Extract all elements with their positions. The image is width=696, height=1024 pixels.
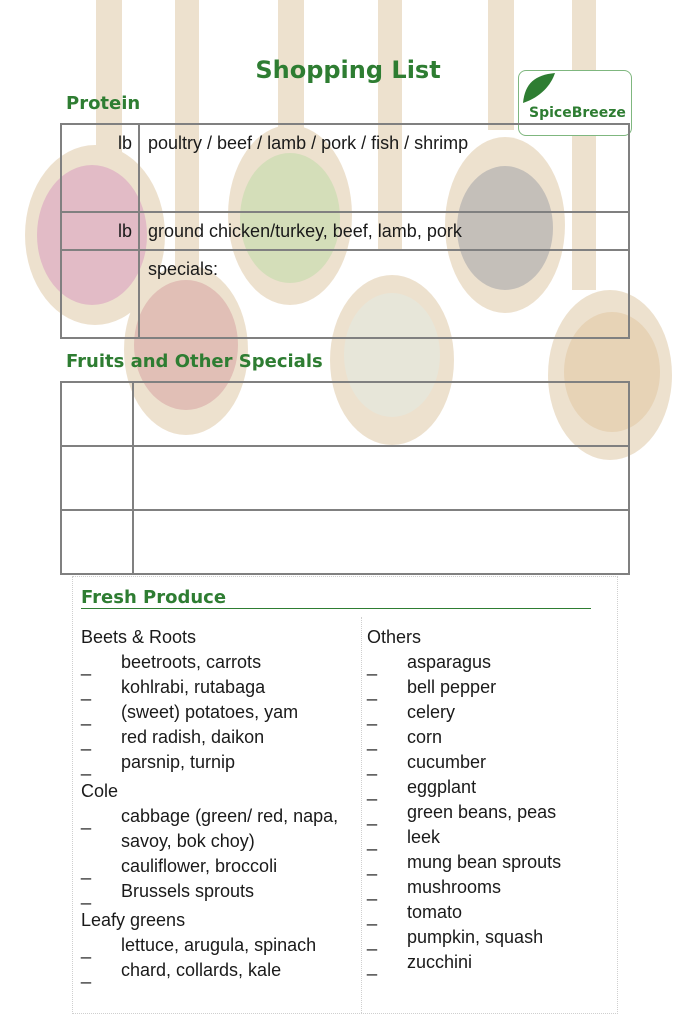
- produce-item[interactable]: [367, 850, 607, 875]
- produce-item-label: zucchini: [407, 952, 473, 972]
- checkbox-blank[interactable]: _: [81, 885, 92, 905]
- produce-column-left: [81, 625, 361, 983]
- fruits-qty-cell[interactable]: [61, 510, 133, 574]
- checkbox-blank[interactable]: _: [81, 810, 92, 830]
- produce-item[interactable]: [81, 700, 361, 725]
- produce-item-label: corn: [407, 727, 443, 747]
- produce-item-label: cucumber: [407, 752, 487, 772]
- produce-item[interactable]: [81, 933, 361, 958]
- produce-item[interactable]: [81, 854, 361, 879]
- produce-item[interactable]: [81, 804, 361, 854]
- produce-category: Others: [367, 627, 422, 647]
- produce-item-label: (sweet) potatoes, yam: [121, 702, 299, 722]
- checkbox-blank[interactable]: _: [367, 731, 378, 751]
- checkbox-blank[interactable]: _: [367, 881, 378, 901]
- checkbox-blank[interactable]: _: [81, 731, 92, 751]
- protein-table: [60, 123, 630, 339]
- checkbox-blank[interactable]: _: [81, 939, 92, 959]
- produce-item[interactable]: [81, 750, 361, 775]
- checkbox-blank[interactable]: _: [367, 681, 378, 701]
- produce-item-label: beetroots, carrots: [121, 652, 262, 672]
- produce-item[interactable]: [367, 700, 607, 725]
- produce-column-right: [367, 625, 607, 975]
- produce-item-label: Brussels sprouts: [121, 881, 255, 901]
- checkbox-blank[interactable]: _: [367, 931, 378, 951]
- fruits-table: [60, 381, 630, 575]
- protein-heading: Protein: [66, 93, 141, 114]
- protein-desc-cell[interactable]: poultry / beef / lamb / pork / fish / shrimp: [139, 124, 629, 212]
- produce-item[interactable]: [367, 900, 607, 925]
- protein-desc-cell[interactable]: ground chicken/turkey, beef, lamb, pork: [139, 212, 629, 250]
- page-title: Shopping List: [255, 56, 441, 84]
- checkbox-blank[interactable]: _: [367, 706, 378, 726]
- protein-desc-cell[interactable]: specials:: [139, 250, 629, 338]
- produce-item-label: red radish, daikon: [121, 727, 265, 747]
- checkbox-blank[interactable]: _: [367, 856, 378, 876]
- produce-item[interactable]: [367, 750, 607, 775]
- produce-category: Leafy greens: [81, 910, 186, 930]
- produce-item-label: cauliflower, broccoli: [121, 856, 278, 876]
- produce-item-label: mushrooms: [407, 877, 502, 897]
- logo-text: SpiceBreeze: [529, 105, 626, 121]
- produce-item[interactable]: [367, 950, 607, 975]
- produce-item-label: tomato: [407, 902, 463, 922]
- protein-unit-cell[interactable]: [61, 250, 139, 338]
- produce-item[interactable]: [367, 825, 607, 850]
- fruits-item-cell[interactable]: [133, 382, 629, 446]
- produce-item[interactable]: [81, 725, 361, 750]
- produce-item-label: celery: [407, 702, 456, 722]
- produce-item-label: pumpkin, squash: [407, 927, 544, 947]
- produce-item[interactable]: [81, 675, 361, 700]
- protein-row: [61, 212, 629, 250]
- fruits-item-cell[interactable]: [133, 510, 629, 574]
- checkbox-blank[interactable]: _: [367, 781, 378, 801]
- produce-item-label: leek: [407, 827, 441, 847]
- produce-item-label: chard, collards, kale: [121, 960, 282, 980]
- produce-item[interactable]: [367, 650, 607, 675]
- produce-item-label: parsnip, turnip: [121, 752, 236, 772]
- produce-item[interactable]: [367, 925, 607, 950]
- produce-item[interactable]: [81, 958, 361, 983]
- produce-item-label: eggplant: [407, 777, 477, 797]
- checkbox-blank[interactable]: _: [81, 860, 92, 880]
- checkbox-blank[interactable]: _: [367, 656, 378, 676]
- checkbox-blank[interactable]: _: [367, 906, 378, 926]
- checkbox-blank[interactable]: _: [81, 964, 92, 984]
- protein-unit-cell[interactable]: lb: [61, 124, 139, 212]
- fruits-item-cell[interactable]: [133, 446, 629, 510]
- checkbox-blank[interactable]: _: [81, 681, 92, 701]
- checkbox-blank[interactable]: _: [81, 706, 92, 726]
- produce-item[interactable]: [367, 675, 607, 700]
- checkbox-blank[interactable]: _: [367, 956, 378, 976]
- fresh-produce-heading: Fresh Produce: [81, 587, 227, 608]
- produce-item[interactable]: [367, 775, 607, 800]
- checkbox-blank[interactable]: _: [367, 831, 378, 851]
- fruits-qty-cell[interactable]: [61, 382, 133, 446]
- produce-item-label: asparagus: [407, 652, 492, 672]
- fruits-heading: Fruits and Other Specials: [66, 351, 323, 372]
- produce-item-label: cabbage (green/ red, napa, savoy, bok choy): [121, 806, 339, 851]
- checkbox-blank[interactable]: _: [367, 756, 378, 776]
- produce-item[interactable]: [367, 875, 607, 900]
- leaf-icon: [521, 71, 557, 105]
- checkbox-blank[interactable]: _: [367, 806, 378, 826]
- produce-category: Cole: [81, 781, 119, 801]
- produce-item[interactable]: [81, 650, 361, 675]
- checkbox-blank[interactable]: _: [81, 656, 92, 676]
- fruits-row: [61, 382, 629, 446]
- produce-item[interactable]: [81, 879, 361, 904]
- produce-item-label: mung bean sprouts: [407, 852, 562, 872]
- fruits-row: [61, 510, 629, 574]
- produce-item-label: lettuce, arugula, spinach: [121, 935, 317, 955]
- produce-item[interactable]: [367, 725, 607, 750]
- fruits-row: [61, 446, 629, 510]
- produce-item-label: bell pepper: [407, 677, 497, 697]
- produce-item-label: green beans, peas: [407, 802, 557, 822]
- fresh-produce-section: [72, 576, 618, 1014]
- produce-category: Beets & Roots: [81, 627, 197, 647]
- protein-unit-cell[interactable]: lb: [61, 212, 139, 250]
- fruits-qty-cell[interactable]: [61, 446, 133, 510]
- checkbox-blank[interactable]: _: [81, 756, 92, 776]
- heading-underline: [81, 608, 591, 609]
- column-divider: [361, 617, 363, 1013]
- produce-item[interactable]: [367, 800, 607, 825]
- protein-row: [61, 124, 629, 212]
- protein-row: [61, 250, 629, 338]
- produce-item-label: kohlrabi, rutabaga: [121, 677, 266, 697]
